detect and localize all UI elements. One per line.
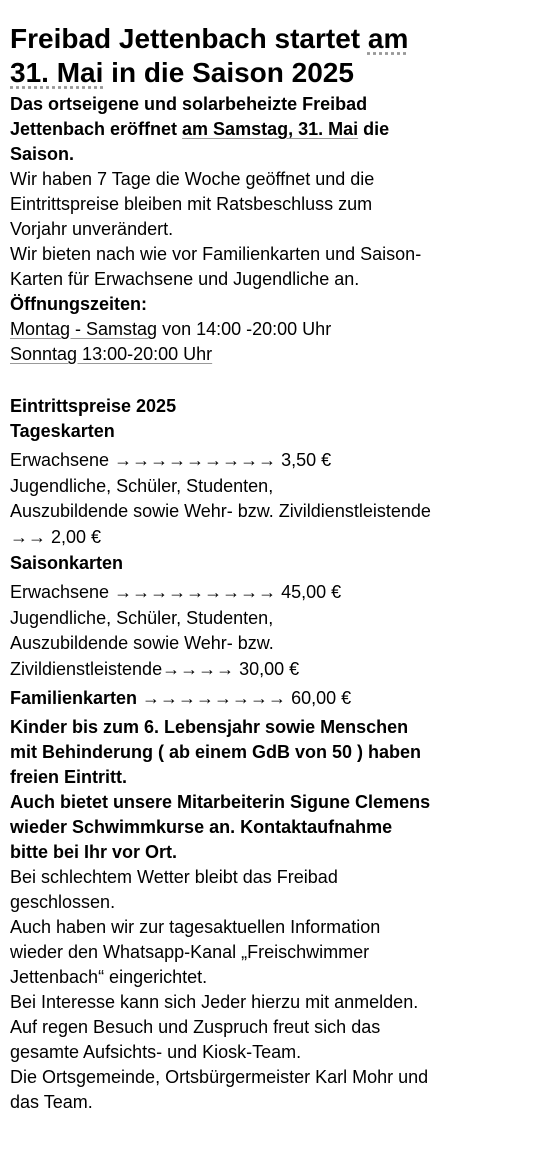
day-adults-price: Erwachsene →→→→→→→→→ 3,50 €	[10, 450, 332, 470]
free-entry-note: Kinder bis zum 6. Lebensjahr sowie Menschen mit Behinderung ( ab einem GdB von 50 ) haben freien Eintritt. Auch bietet unsere Mitarbeiterin Sigune Clemens wieder Schwimmkurse an. Kontaktaufnahme bitte bei Ihr vor Ort.	[10, 717, 431, 862]
day-tickets-heading: Tageskarten	[10, 421, 115, 441]
hours-weekday-link[interactable]: Montag - Samstag	[10, 319, 158, 339]
season-youth-price: Zivildienstleistende→→→→ 30,00 €	[10, 659, 300, 679]
arrows: →→→→→→→→	[137, 688, 287, 708]
opening-info: Wir haben 7 Tage die Woche geöffnet und die Eintrittspreise bleiben mit Ratsbeschluss zum Vorjahr unverändert. Wir bieten nach wie vor Familienkarten und Saison- Karten für Erwachsene und Jugendliche an.	[10, 169, 422, 289]
arrows: →→→→	[162, 659, 235, 679]
season-adults-price: Erwachsene →→→→→→→→→ 45,00 €	[10, 582, 342, 602]
opening-hours: Öffnungszeiten: Montag - Samstag von 14:00 -20:00 Uhr Sonntag 13:00-20:00 Uhr	[10, 292, 525, 367]
prices-heading: Eintrittspreise 2025	[10, 396, 177, 416]
title-date-link[interactable]: am	[367, 23, 409, 54]
intro: Das ortseigene und solarbeheizte Freibad Jettenbach eröffnet am Samstag, 31. Mai die Saison.	[10, 94, 390, 164]
intro-date-link[interactable]: am Samstag, 31. Mai	[182, 119, 359, 139]
arrows: →→→→→→→→→	[114, 582, 277, 602]
family-price: Familienkarten →→→→→→→→ 60,00 €	[10, 688, 352, 708]
day-youth-price: →→ 2,00 €	[10, 527, 102, 547]
closing-notes: Bei schlechtem Wetter bleibt das Freibad geschlossen. Auch haben wir zur tagesaktuellen Information wieder den Whatsapp-Kanal „Freischwimmer Jettenbach“ eingerichtet. Bei Interesse kann sich Jeder hierzu mit anmelden. Auf regen Besuch und Zuspruch freut sich das gesamte Aufsichts- und Kiosk-Team. Die Ortsgemeinde, Ortsbürgermeister Karl Mohr und das Team.	[10, 867, 429, 1112]
season-tickets-heading: Saisonkarten	[10, 553, 124, 573]
title-date-link-2[interactable]: 31. Mai	[10, 57, 104, 88]
hours-heading: Öffnungszeiten:	[10, 294, 147, 314]
price-list: Eintrittspreise 2025 Tageskarten Erwachsene →→→→→→→→→ 3,50 € Jugendliche, Schüler, Studenten, Auszubildende sowie Wehr- bzw. Zivildienstleistende →→ 2,00 € Saisonkarten Erwachsene →→→→→→→→→ 45,00 € Jugendliche, Schüler, Studenten, Auszubildende sowie Wehr- bzw. Zivildienstleistende→→→→ 30,00 € Familienkarten →→→→→→→→ 60,00 €	[10, 394, 525, 712]
arrows: →→	[10, 527, 46, 547]
page-title: Freibad Jettenbach startet am 31. Mai in die Saison 2025	[10, 23, 409, 88]
arrows: →→→→→→→→→	[114, 450, 277, 470]
hours-sunday-link[interactable]: Sonntag 13:00-20:00 Uhr	[10, 344, 213, 364]
